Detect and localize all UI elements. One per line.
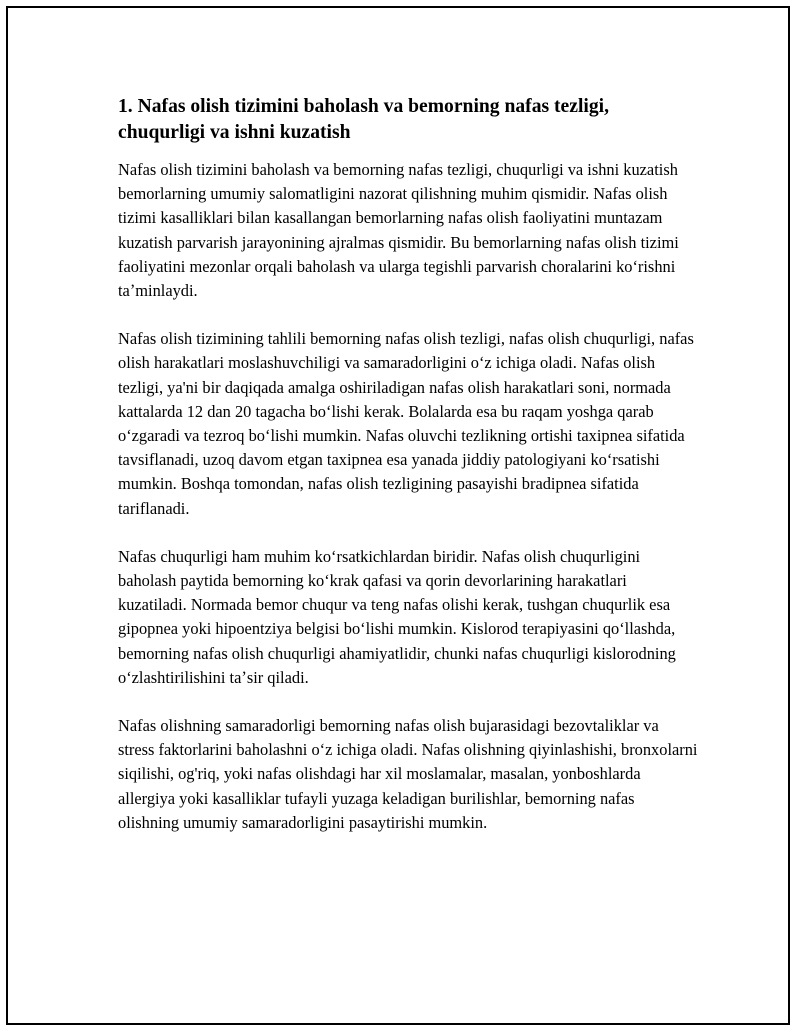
paragraph-4: Nafas olishning samaradorligi bemorning nafas olish bujarasidagi bezovtaliklar va stress faktorlarini baholashni oʻz ichiga oladi. Nafas olishning qiyinlashishi, bronxolarni siqilishi, og'riq, yoki nafas olishdagi har xil moslamalar, masalan, yonboshlarda allergiya yoki kasalliklar tufayli yuzaga keladigan burilishlar, bemorning nafas olishning umumiy samaradorligini pasaytirishi mumkin. [118,716,698,832]
document-body [118,94,698,859]
paragraph-1: Nafas olish tizimini baholash va bemorning nafas tezligi, chuqurligi va ishni kuzatish bemorlarning umumiy salomatligini nazorat qilishning muhim qismidir. Nafas olish tizimi kasalliklari bilan kasallangan bemorlarning nafas olish faoliyatini muntazam kuzatish parvarish jarayonining ajralmas qismidir. Bu bemorlarning nafas olish tizimi faoliyatini mezonlar orqali baholash va ularga tegishli parvarish choralarini koʻrishni taʼminlaydi. [118,160,679,301]
paragraph-2: Nafas olish tizimining tahlili bemorning nafas olish tezligi, nafas olish chuqurligi, nafas olish harakatlari moslashuvchiligi va samaradorligini oʻz ichiga oladi. Nafas olish tezligi, ya'ni bir daqiqada amalga oshiriladigan nafas olish harakatlari soni, normada kattalarda 12 dan 20 tagacha boʻlishi kerak. Bolalarda esa bu raqam yoshga qarab oʻzgaradi va tezroq boʻlishi mumkin. Nafas oluvchi tezlikning ortishi taxipnea sifatida tavsiflanadi, uzoq davom etgan taxipnea esa yanada jiddiy patologiyani koʻrsatishi mumkin. Boshqa tomondan, nafas olish tezligining pasayishi bradipnea sifatida tariflanadi. [118,329,694,518]
section-title: 1. Nafas olish tizimini baholash va bemorning nafas tezligi, chuqurligi va ishni kuzatish [118,96,609,143]
paragraph-3: Nafas chuqurligi ham muhim koʻrsatkichlardan biridir. Nafas olish chuqurligini baholash paytida bemorning koʻkrak qafasi va qorin devorlarining harakatlari kuzatiladi. Normada bemor chuqur va teng nafas olishi kerak, tushgan chuqurlik esa gipopnea yoki hipoentziya belgisi boʻlishi mumkin. Kislorod terapiyasini qoʻllashda, bemorning nafas olish chuqurligi ahamiyatlidir, chunki nafas chuqurligi kislorodning oʻzlashtirilishini taʼsir qiladi. [118,546,676,687]
